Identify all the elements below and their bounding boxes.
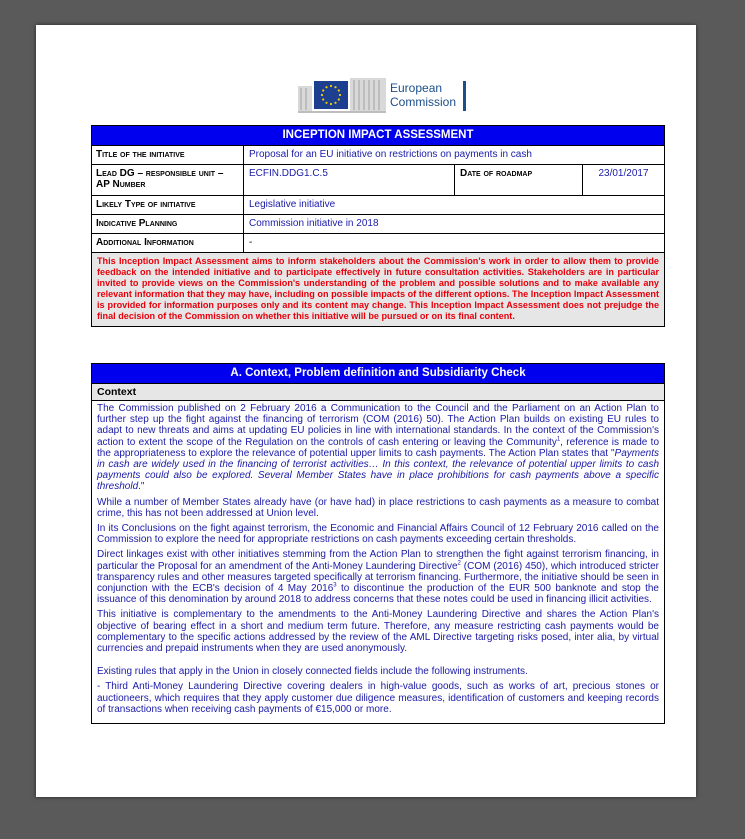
p1-text-c: ." [138,481,145,493]
lead-label: Lead DG – responsible unit – AP Number [92,165,244,195]
context-paragraph: In its Conclusions on the fight against terrorism, the Economic and Financial Affairs Council of 12 February 2016 called on the Commission to explore the need for appropriate restrictions on cash payments exceeding certain thresholds. [97,523,659,546]
row-type [92,196,664,215]
planning-value: Commission initiative in 2018 [249,218,379,229]
p1-text-b: , reference is made to the appropriateness to explore the relevance of potential upper limits to cash payments. The Action Plan states that " [97,436,660,459]
title-label: Title of the initiative [92,146,244,164]
info-label: Additional Information [92,234,244,252]
title-value: Proposal for an EU initiative on restrictions on payments in cash [249,149,532,160]
context-paragraph: Existing rules that apply in the Union in closely connected fields include the following instruments. [97,666,528,678]
logo-line-2: Commission [390,95,457,109]
context-paragraph: - Third Anti-Money Laundering Directive covering dealers in high-value goods, such as works of art, precious stones or auctioneers, which requires that they apply customer due diligence measures, identification of customers and keeping records of transactions when receiving cash payments of €15,000 or more. [97,681,659,715]
section-a-table [91,363,665,724]
p4-text-c: to discontinue the production of the EUR 500 banknote and stop the issuance of this denomination by around 2018 to address concerns that these notes could be used in financing illicit activities. [97,583,659,606]
lead-value: ECFIN.DDG1.C.5 [244,165,455,195]
date-value: 23/01/2017 [598,168,649,179]
row-info [92,234,664,253]
row-planning [92,215,664,234]
context-body [92,401,664,723]
section-a-heading: A. Context, Problem definition and Subsidiarity Check [92,364,664,384]
eu-flag-icon [314,81,348,109]
european-commission-logo [298,78,468,114]
p4-text-b: (COM (2016) 450), which introduced stricter transparency rules and other measures targeted specifically at terrorism financing. Furthermore, the initiative should be seen in conjunction with the ECB's decision of 4 May 2016 [97,560,660,595]
context-label: Context [92,384,664,401]
context-paragraph [97,403,659,493]
footnote-3[interactable]: 3 [333,582,337,589]
p1-text-a: The Commission published on 2 February 2016 a Communication to the Council and the Parliament on an Action Plan to further step up the fight against the financing of terrorism (COM (2016) 50). The Action Plan builds on existing EU rules to adapt to new threats and aims at updating EU policies in line with international standards. In the context of the Commission's action to extent the scope of the Regulation on the controls of cash entering or leaving the Community [97,403,659,448]
type-value: Legislative initiative [249,199,336,210]
info-value: - [249,237,253,248]
planning-label: Indicative Planning [92,215,244,233]
disclaimer-text: This Inception Impact Assessment aims to inform stakeholders about the Commission's work in order to allow them to provide feedback on the intended initiative and to participate effectively in future consultation activities. Stakeholders are in particular invited to provide views on the Commission's understanding of the problem and possible solutions and to make available any relevant information that they may have, including on possible impacts of the different options. The Inception Impact Assessment is provided for information purposes only and its content may change. This Inception Impact Assessment does not prejudge the final decision of the Commission on whether this initiative will be pursued or on its final content. [92,253,664,326]
date-label: Date of roadmap [455,165,583,195]
row-lead [92,165,664,196]
iia-heading: INCEPTION IMPACT ASSESSMENT [92,126,664,146]
context-paragraph: This initiative is complementary to the amendments to the Anti-Money Laundering Directive and shares the Action Plan's objective of bearing effect in a short and medium term future. Therefore, any measure restricting cash payments would be complementary to the specific actions addressed by the review of the AML Directive targeting risks posed, inter alia, by virtual currencies and prepaid instruments when they are used anonymously. [97,609,659,655]
logo-text [390,81,456,109]
logo-line-1: European [390,81,443,95]
context-paragraph: While a number of Member States already have (or have had) in place restrictions to cash payments as a measure to combat crime, this has not been addressed at Union level. [97,496,659,519]
type-label: Likely Type of initiative [92,196,244,214]
document-page [36,25,696,797]
p1-quote: Payments in cash are widely used in the financing of terrorist activities… In this context, the relevance of potential upper limits to cash payments could also be explored. Several Member States have in place prohibitions for cash payments above a specific threshold [97,447,659,493]
context-paragraph [97,549,659,605]
iia-table [91,125,665,327]
footnote-1[interactable]: 1 [556,436,561,443]
row-title [92,146,664,165]
footnote-2[interactable]: 2 [457,560,461,567]
p4-text-a: Direct linkages exist with other initiatives stemming from the Action Plan to strengthen the fight against terrorism financing, in particular the Proposal for an amendment of the Anti-Money Laundering Directive [97,549,659,572]
logo-bar [463,81,466,111]
